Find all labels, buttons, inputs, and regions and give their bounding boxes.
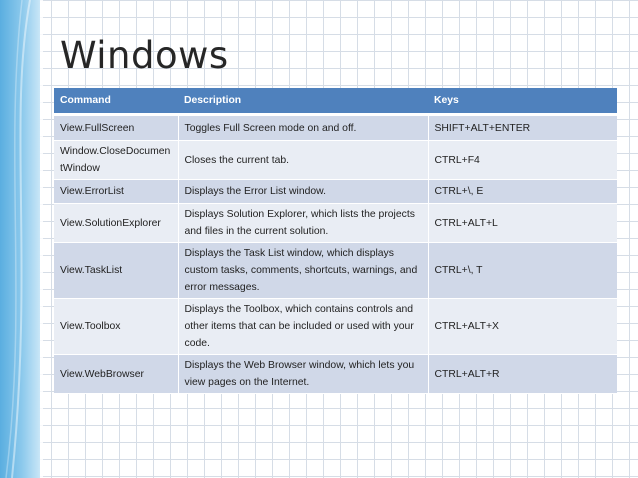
description-cell: Displays the Task List window, which displays custom tasks, comments, shortcuts, warnings, and error messages. <box>178 243 428 299</box>
table-row <box>54 115 617 141</box>
table-row <box>54 243 617 299</box>
decorative-swoosh <box>0 0 40 478</box>
slide-title: Windows <box>60 34 229 77</box>
description-cell: Displays Solution Explorer, which lists the projects and files in the current solution. <box>178 204 428 243</box>
command-cell: View.SolutionExplorer <box>54 204 178 243</box>
column-header-keys: Keys <box>428 88 617 115</box>
description-cell: Displays the Error List window. <box>178 180 428 204</box>
description-cell: Toggles Full Screen mode on and off. <box>178 115 428 141</box>
keys-cell: CTRL+ALT+X <box>428 299 617 355</box>
command-cell: Window.CloseDocumentWindow <box>54 141 178 180</box>
command-cell: View.WebBrowser <box>54 355 178 394</box>
table-row <box>54 204 617 243</box>
decorative-left-band <box>0 0 40 478</box>
table-row <box>54 355 617 394</box>
keys-cell: CTRL+\, T <box>428 243 617 299</box>
description-cell: Displays the Toolbox, which contains controls and other items that can be included or used with your code. <box>178 299 428 355</box>
table-row <box>54 180 617 204</box>
table-row <box>54 299 617 355</box>
command-cell: View.TaskList <box>54 243 178 299</box>
description-cell: Displays the Web Browser window, which lets you view pages on the Internet. <box>178 355 428 394</box>
table-row <box>54 141 617 180</box>
table-header-row <box>54 88 617 115</box>
description-cell: Closes the current tab. <box>178 141 428 180</box>
column-header-description: Description <box>178 88 428 115</box>
command-cell: View.FullScreen <box>54 115 178 141</box>
keys-cell: SHIFT+ALT+ENTER <box>428 115 617 141</box>
command-cell: View.Toolbox <box>54 299 178 355</box>
shortcuts-table <box>54 88 617 394</box>
keys-cell: CTRL+ALT+L <box>428 204 617 243</box>
command-cell: View.ErrorList <box>54 180 178 204</box>
keys-cell: CTRL+F4 <box>428 141 617 180</box>
column-header-command: Command <box>54 88 178 115</box>
keys-cell: CTRL+ALT+R <box>428 355 617 394</box>
keys-cell: CTRL+\, E <box>428 180 617 204</box>
